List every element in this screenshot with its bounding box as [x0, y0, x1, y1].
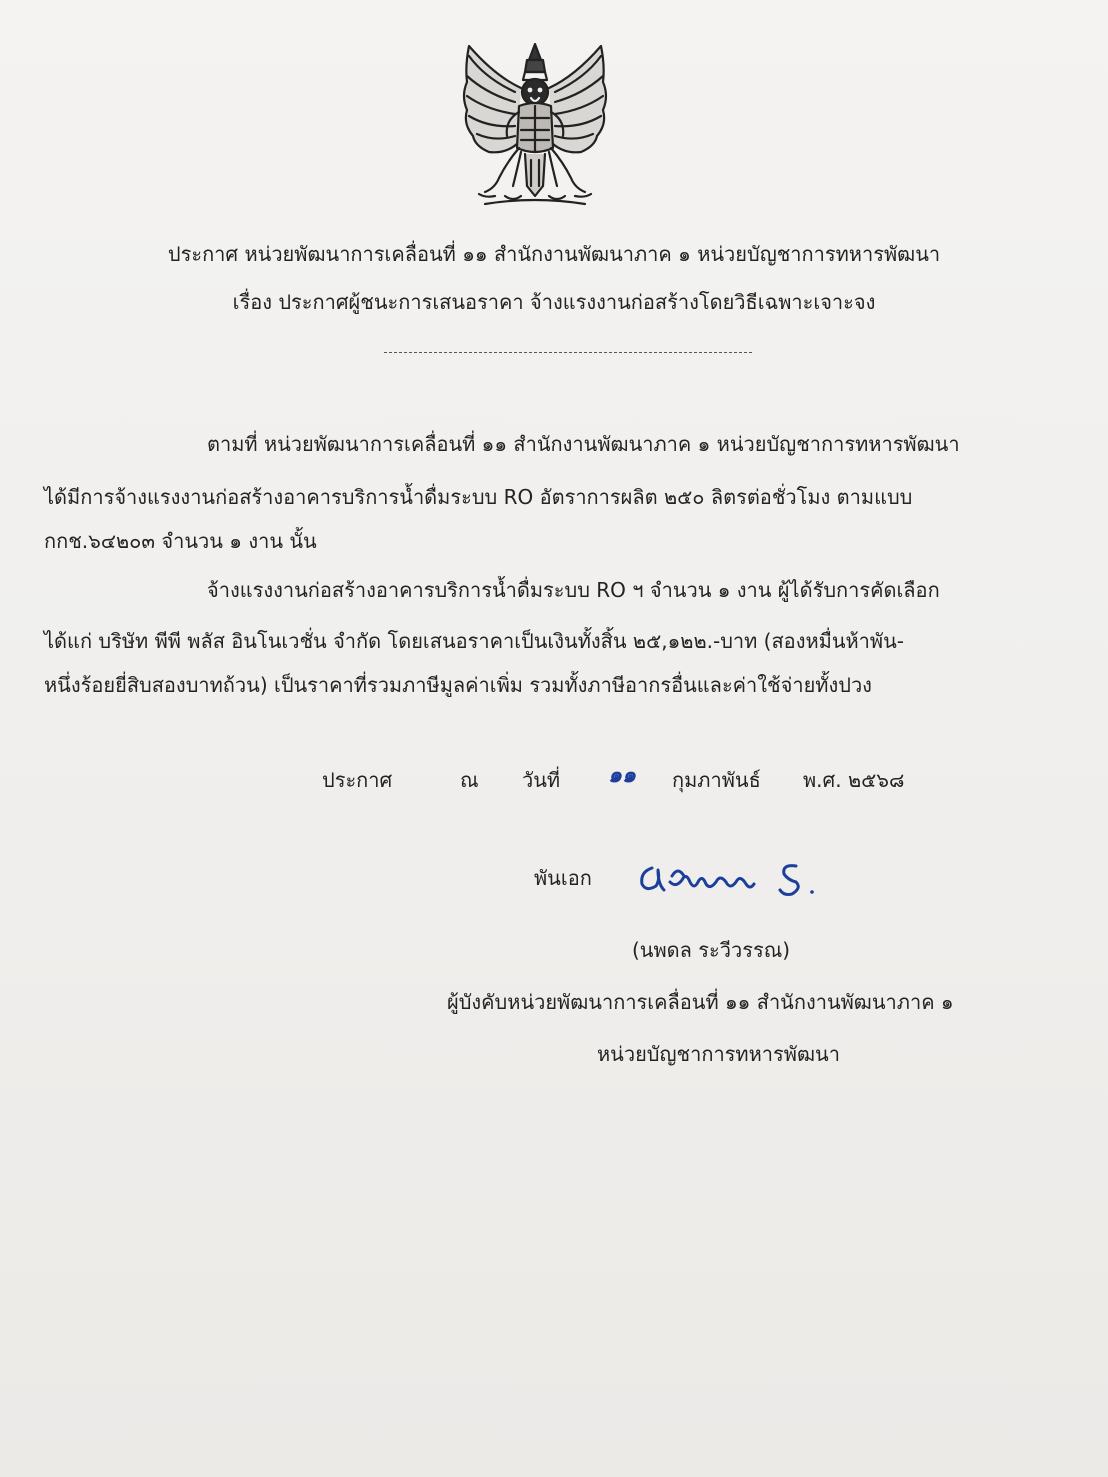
announcement-title: ประกาศ หน่วยพัฒนาการเคลื่อนที่ ๑๑ สำนักงานพัฒนาภาค ๑ หน่วยบัญชาการทหารพัฒนา [167, 242, 941, 266]
announcement-subject: เรื่อง ประกาศผู้ชนะการเสนอราคา จ้างแรงงานก่อสร้างโดยวิธีเฉพาะเจาะจง [232, 290, 876, 314]
announce-at: ณ [460, 768, 479, 792]
signature-rank: พันเอก [534, 866, 592, 890]
signatory-position-line-2: หน่วยบัญชาการทหารพัฒนา [597, 1042, 840, 1066]
paragraph-1-line-2: ได้มีการจ้างแรงงานก่อสร้างอาคารบริการน้ำดื่มระบบ RO อัตราการผลิต ๒๕๐ ลิตรต่อชั่วโมง ตามแบบ [44, 485, 913, 509]
announce-label: ประกาศ [322, 768, 393, 792]
announce-date-label: วันที่ [522, 768, 561, 792]
announce-month: กุมภาพันธ์ [672, 768, 761, 792]
signatory-position-line-1: ผู้บังคับหน่วยพัฒนาการเคลื่อนที่ ๑๑ สำนักงานพัฒนาภาค ๑ [447, 990, 954, 1014]
handwritten-signature [636, 858, 826, 900]
paragraph-1-line-1: ตามที่ หน่วยพัฒนาการเคลื่อนที่ ๑๑ สำนักงานพัฒนาภาค ๑ หน่วยบัญชาการทหารพัฒนา [207, 432, 960, 456]
paragraph-2-line-1: จ้างแรงงานก่อสร้างอาคารบริการน้ำดื่มระบบ RO ฯ จำนวน ๑ งาน ผู้ได้รับการคัดเลือก [207, 578, 940, 602]
signatory-name: (นพดล ระวีวรรณ) [632, 938, 791, 962]
paragraph-2-line-2: ได้แก่ บริษัท พีพี พลัส อินโนเวชั่น จำกัด โดยเสนอราคาเป็นเงินทั้งสิ้น ๒๕,๑๒๒.-บาท (สองหมื่นห้าพัน- [44, 629, 904, 653]
paragraph-1-line-3: กกช.๖๔๒๐๓ จำนวน ๑ งาน นั้น [44, 529, 317, 553]
announce-year: พ.ศ. ๒๕๖๘ [803, 768, 905, 792]
garuda-emblem-icon [455, 36, 615, 211]
paragraph-2-line-3: หนึ่งร้อยยี่สิบสองบาทถ้วน) เป็นราคาที่รวมภาษีมูลค่าเพิ่ม รวมทั้งภาษีอากรอื่นและค่าใช้จ่ายทั้งปวง [44, 673, 872, 697]
header-divider [384, 352, 752, 353]
announce-day: ๑๑ [608, 763, 636, 788]
